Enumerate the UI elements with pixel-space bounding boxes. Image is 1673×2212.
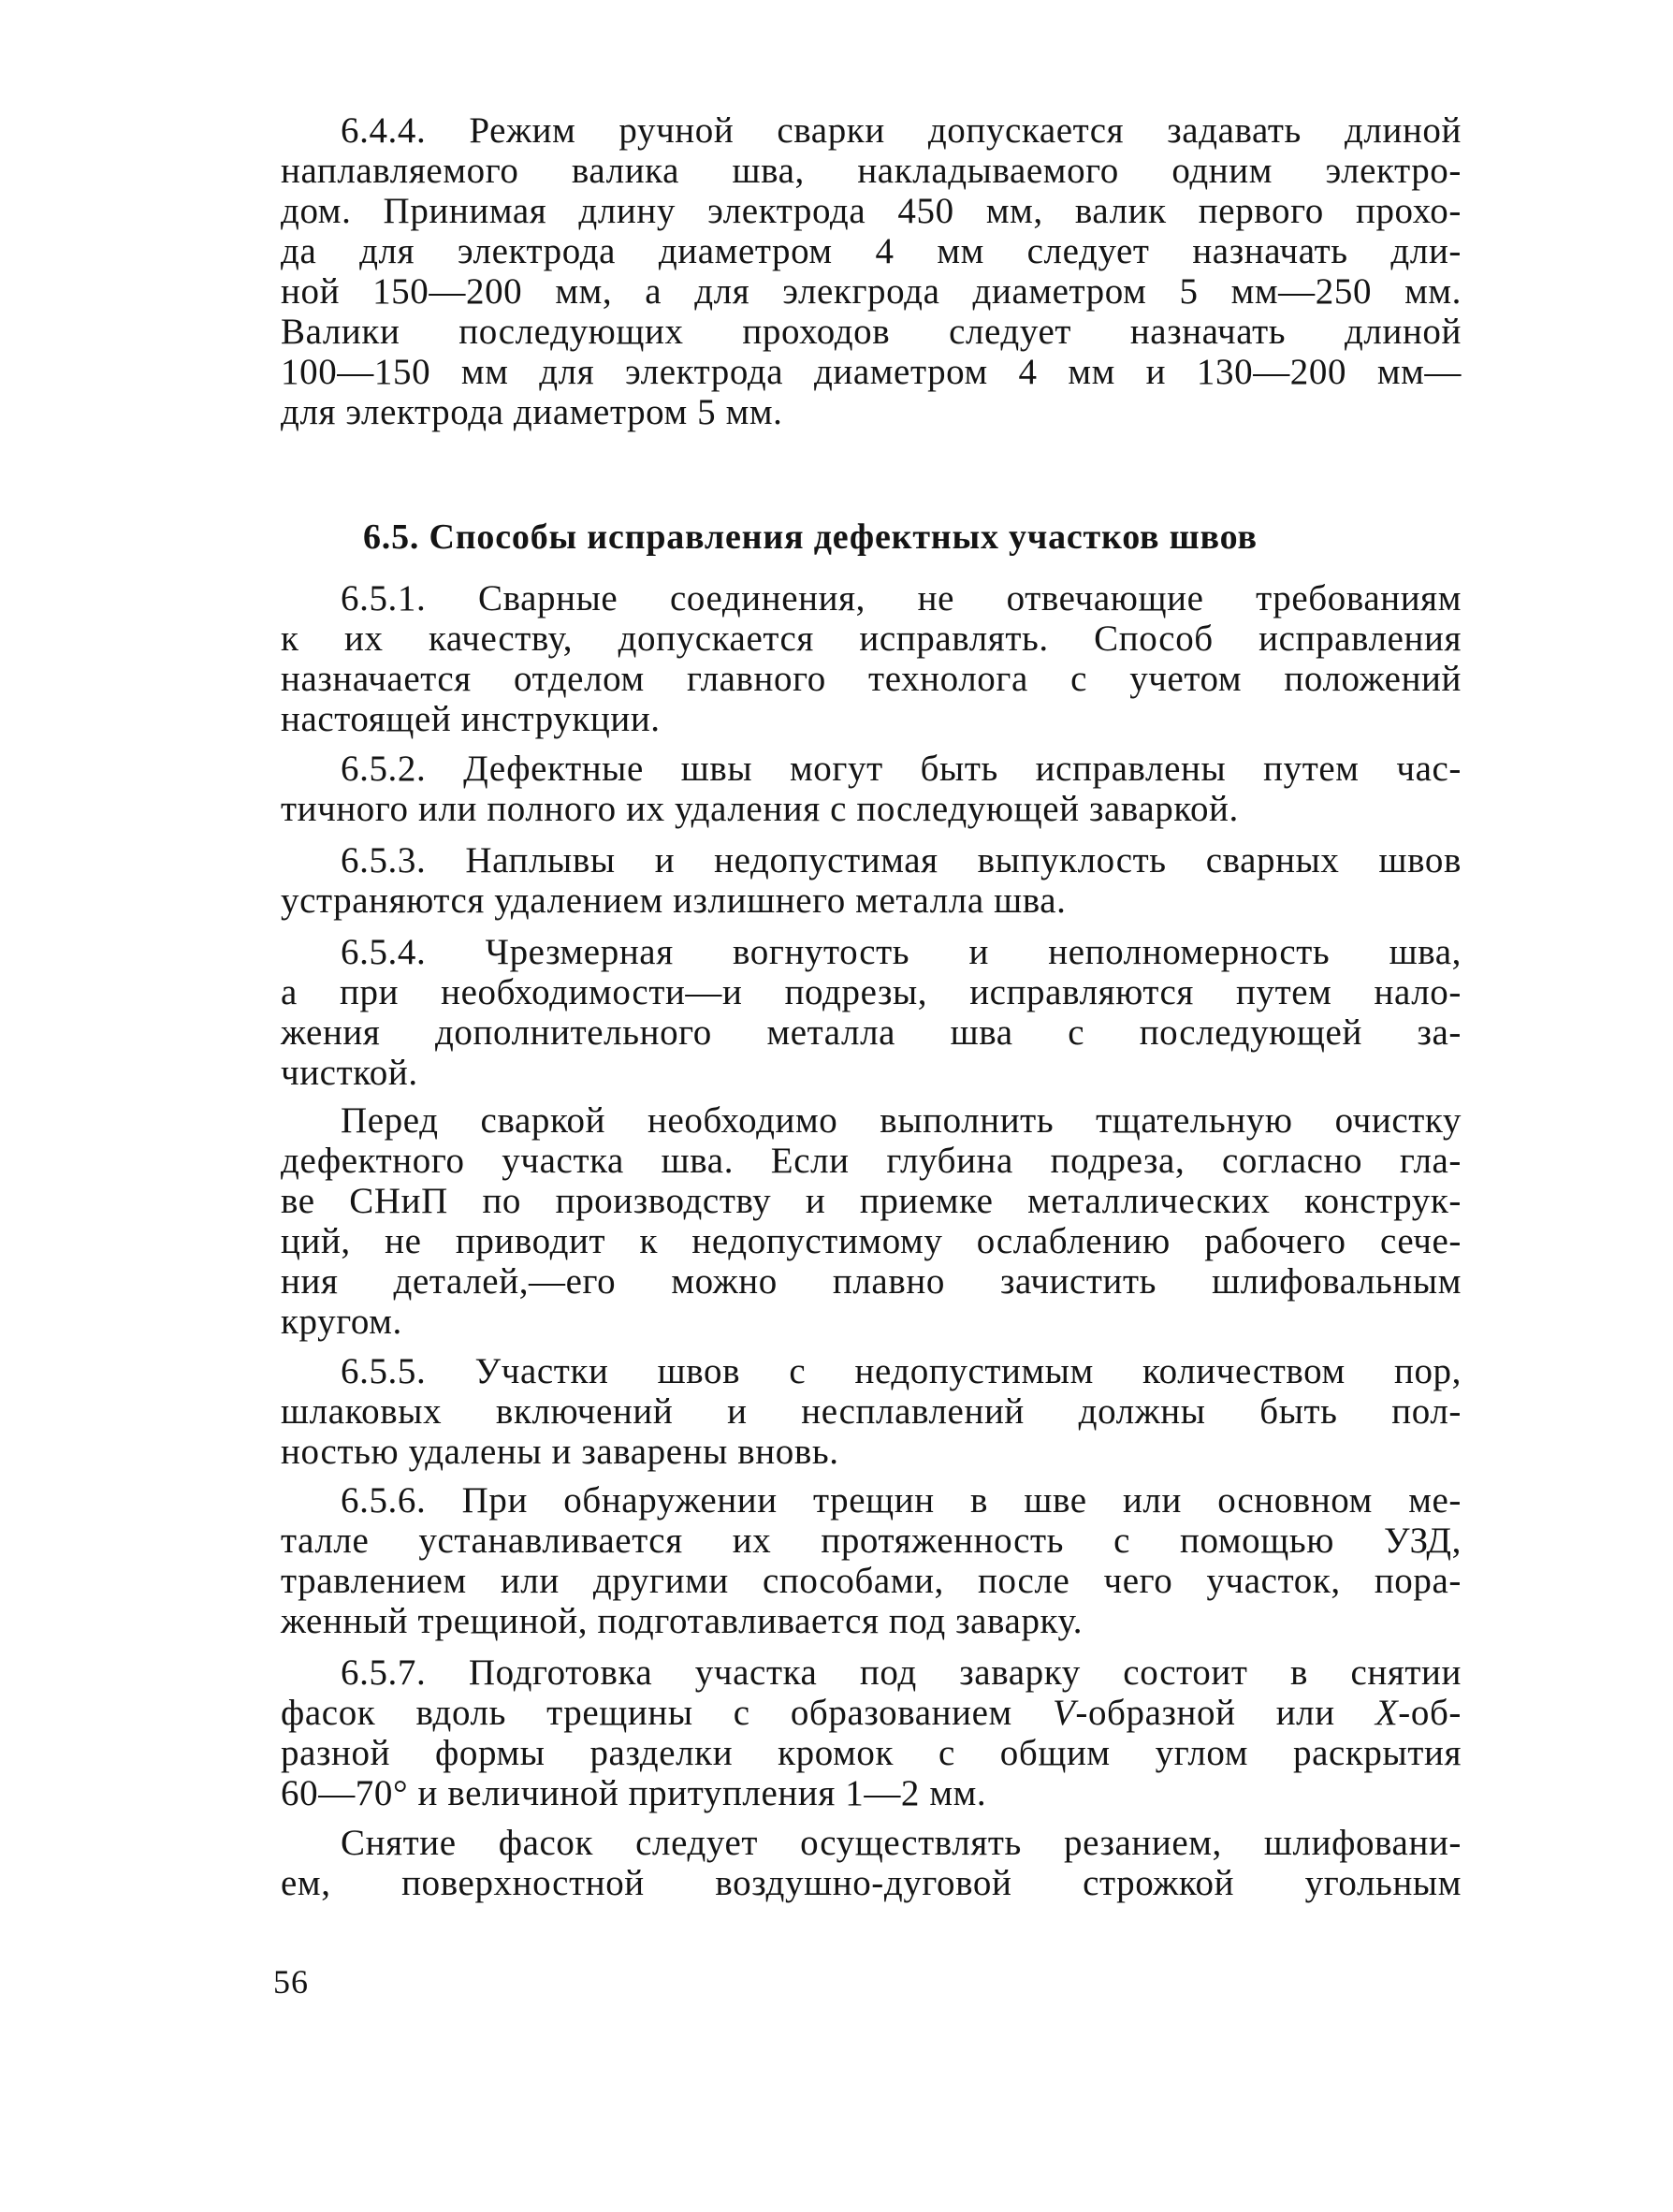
paragraph-6-5-7: [281, 1652, 1462, 1813]
italic-letter-v: V: [1052, 1693, 1076, 1733]
text-line: назначается отделом главного технолога с учетом положений: [281, 659, 1462, 699]
text-line: 6.5.4. Чрезмерная вогнутость и неполномерность шва,: [341, 932, 1462, 972]
section-heading: 6.5. Способы исправления дефектных участков швов: [363, 517, 1258, 557]
paragraph-6-5-6: [281, 1480, 1462, 1641]
paragraph-6-5-2: [281, 749, 1462, 829]
text-line: женный трещиной, подготавливается под заварку.: [281, 1601, 1084, 1641]
text-line: Перед сваркой необходимо выполнить тщательную очистку: [341, 1100, 1462, 1141]
text-line: травлением или другими способами, после чего участок, пора-: [281, 1561, 1462, 1601]
text-line: ной 150—200 мм, а для элекгрода диаметром 5 мм—250 мм.: [281, 271, 1462, 312]
text-line: разной формы разделки кромок с общим углом раскрытия: [281, 1733, 1462, 1773]
paragraph-6-5-3: [281, 840, 1462, 921]
text-line: жения дополнительного металла шва с последующей за-: [281, 1012, 1462, 1053]
text-line: да для электрода диаметром 4 мм следует назначать дли-: [281, 231, 1462, 271]
text-line: дефектного участка шва. Если глубина подреза, согласно гла-: [281, 1141, 1462, 1181]
text-line: тичного или полного их удаления с последующей заваркой.: [281, 789, 1239, 829]
page-number: 56: [273, 1963, 309, 2001]
text-line: 6.5.1. Сварные соединения, не отвечающие требованиям: [341, 578, 1462, 618]
text-line: Валики последующих проходов следует назначать длиной: [281, 312, 1462, 352]
text-line: 60—70° и величиной притупления 1—2 мм.: [281, 1773, 987, 1813]
text-line: талле устанавливается их протяженность с помощью УЗД,: [281, 1521, 1462, 1561]
text-line: ностью удалены и заварены вновь.: [281, 1432, 839, 1472]
text-line: шлаковых включений и несплавлений должны быть пол-: [281, 1391, 1462, 1432]
text-line: 6.4.4. Режим ручной сварки допускается задавать длиной: [341, 110, 1462, 151]
text-line: для электрода диаметром 5 мм.: [281, 392, 783, 432]
text-line: [281, 1693, 1462, 1733]
text-line: а при необходимости—и подрезы, исправляются путем нало-: [281, 972, 1462, 1012]
text-line: ния деталей,—его можно плавно зачистить шлифовальным: [281, 1261, 1462, 1302]
text-line: настоящей инструкции.: [281, 699, 661, 739]
paragraph-6-4-4: [281, 110, 1462, 432]
text-run: -об-: [1398, 1693, 1462, 1733]
text-run: фасок вдоль трещины с образованием: [281, 1693, 1053, 1733]
text-line: 6.5.6. При обнаружении трещин в шве или основном ме-: [341, 1480, 1462, 1521]
text-line: к их качеству, допускается исправлять. Способ исправления: [281, 618, 1462, 659]
text-line: кругом.: [281, 1302, 402, 1342]
text-line: 100—150 мм для электрода диаметром 4 мм и 130—200 мм—: [281, 352, 1462, 392]
text-line: наплавляемого валика шва, накладываемого одним электро-: [281, 151, 1462, 191]
paragraph-6-5-4: [281, 932, 1462, 1093]
text-line: дом. Принимая длину электрода 450 мм, валик первого прохо-: [281, 191, 1462, 231]
text-run: -образной или: [1075, 1693, 1375, 1733]
text-line: 6.5.3. Наплывы и недопустимая выпуклость сварных швов: [341, 840, 1462, 880]
paragraph-6-5-5: [281, 1351, 1462, 1472]
text-line: ве СНиП по производству и приемке металлических конструк-: [281, 1181, 1462, 1221]
paragraph-6-5-7-continued: [281, 1823, 1462, 1903]
text-line: чисткой.: [281, 1053, 418, 1093]
text-line: ций, не приводит к недопустимому ослаблению рабочего сече-: [281, 1221, 1462, 1261]
text-line: Снятие фасок следует осуществлять резанием, шлифовани-: [341, 1823, 1462, 1863]
paragraph-6-5-4-continued: [281, 1100, 1462, 1342]
paragraph-6-5-1: [281, 578, 1462, 739]
text-line: устраняются удалением излишнего металла шва.: [281, 880, 1067, 921]
text-line: 6.5.7. Подготовка участка под заварку состоит в снятии: [341, 1652, 1462, 1693]
text-line: 6.5.2. Дефектные швы могут быть исправлены путем час-: [341, 749, 1462, 789]
text-line: ем, поверхностной воздушно-дуговой строжкой угольным: [281, 1863, 1462, 1903]
text-line: 6.5.5. Участки швов с недопустимым количеством пор,: [341, 1351, 1462, 1391]
italic-letter-x: X: [1375, 1693, 1399, 1733]
